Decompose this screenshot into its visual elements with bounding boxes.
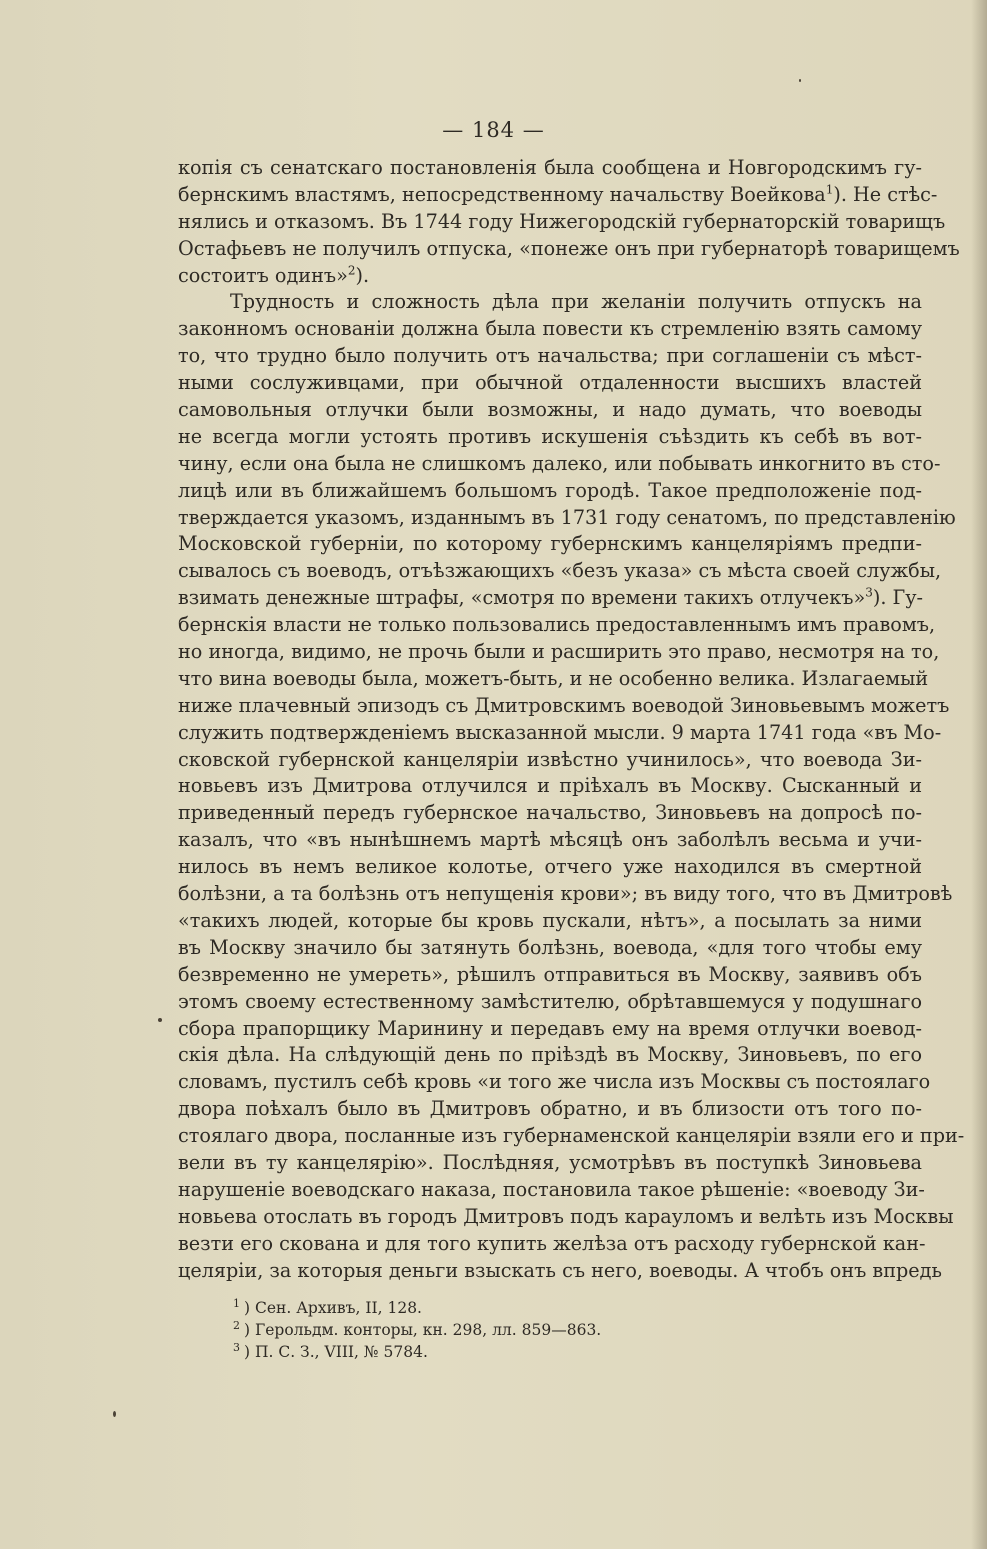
paper-speck (113, 1411, 116, 1417)
text-line: бернскія власти не только пользовались предоставленнымъ имъ правомъ, (178, 613, 936, 637)
paper-speck (799, 79, 801, 82)
text-line: но иногда, видимо, не прочь были и расширить это право, несмотря на то, (178, 640, 940, 664)
text-line: въ Москву значило бы затянуть болѣзнь, воевода, «для того чтобы ему (178, 935, 922, 959)
text-line: Трудность и сложность дѣла при желаніи получить отпускъ на (230, 290, 922, 314)
text-line: нилось въ немъ великое колотье, отчего уже находился въ смертной (178, 855, 922, 879)
text-line: болѣзни, а та болѣзнь отъ непущенія крови»; въ виду того, что въ Дмитровѣ (178, 882, 953, 906)
text-line: ниже плачевный эпизодъ съ Дмитровскимъ воеводой Зиновьевымъ можетъ (178, 693, 950, 717)
text-line: этомъ своему естественному замѣстителю, обрѣтавшемуся у подушнаго (178, 989, 922, 1013)
text-line: законномъ основаніи должна была повести къ стремленію взять самому (178, 317, 922, 341)
footnote: $^2$ ) Герольдм. конторы, кн. 298, лл. 859—863. (233, 1318, 602, 1339)
text-line: бернскимъ властямъ, непосредственному начальству Воейкова$^1$). Не стѣс- (178, 182, 938, 206)
main-text (178, 155, 965, 1284)
footnote-ref: 3 (865, 585, 873, 600)
text-line: сывалось съ воеводъ, отъѣзжающихъ «безъ указа» съ мѣста своей службы, (178, 559, 942, 583)
text-line: взимать денежные штрафы, «смотря по времени такихъ отлучекъ»$^3$). Гу- (178, 585, 924, 610)
text-line: «такихъ людей, которые бы кровь пускали, нѣтъ», а посылать за ними (178, 908, 922, 932)
footnote-ref: 2 (347, 263, 356, 278)
text-line: то, что трудно было получить отъ начальства; при соглашеніи съ мѣст- (178, 344, 922, 368)
text-line: безвременно не умереть», рѣшилъ отправиться въ Москву, заявивъ объ (178, 962, 922, 986)
text-line: тверждается указомъ, изданнымъ въ 1731 году сенатомъ, по представленію (178, 505, 956, 529)
footnote: $^1$ ) Сен. Архивъ, II, 128. (233, 1296, 422, 1317)
text-line: сбора прапорщику Маринину и передавъ ему на время отлучки воевод- (178, 1016, 922, 1040)
text-line: нялись и отказомъ. Въ 1744 году Нижегородскій губернаторскій товарищъ (178, 209, 946, 233)
text-line: не всегда могли устоять противъ искушенія съѣздить къ себѣ въ вот- (178, 424, 922, 448)
text-line: нарушеніе воеводскаго наказа, постановила такое рѣшеніе: «воеводу Зи- (178, 1177, 925, 1201)
text-line: сковской губернской канцеляріи извѣстно учинилось», что воевода Зи- (178, 747, 922, 771)
text-line: новьевъ изъ Дмитрова отлучился и пріѣхалъ въ Москву. Сысканный и (178, 774, 922, 798)
text-line: приведенный передъ губернское начальство, Зиновьевъ на допросѣ по- (178, 801, 922, 825)
text-line: новьева отослать въ городъ Дмитровъ подъ карауломъ и велѣть изъ Москвы (178, 1204, 954, 1228)
text-line: вели въ ту канцелярію». Послѣдняя, усмотрѣвъ въ поступкѣ Зиновьева (178, 1150, 922, 1174)
footnotes (233, 1297, 733, 1363)
text-line: состоитъ одинъ»$^2$). (178, 263, 370, 287)
text-line: везти его скована и для того купить желѣза отъ расходу губернской кан- (178, 1231, 926, 1255)
text-line: что вина воеводы была, можетъ-быть, и не особенно велика. Излагаемый (178, 666, 929, 690)
text-line: словамъ, пустилъ себѣ кровь «и того же числа изъ Москвы съ постоялаго (178, 1070, 931, 1094)
text-line: копія съ сенатскаго постановленія была сообщена и Новгородскимъ гу- (178, 156, 922, 179)
text-line: скія дѣла. На слѣдующій день по пріѣздѣ въ Москву, Зиновьевъ, по его (178, 1043, 922, 1067)
text-line: служить подтвержденіемъ высказанной мысли. 9 марта 1741 года «въ Мо- (178, 720, 942, 744)
text-line: лицѣ или въ ближайшемъ большомъ городѣ. Такое предположеніе под- (178, 478, 922, 502)
text-line: самовольныя отлучки были возможны, и надо думать, что воеводы (178, 398, 922, 422)
text-line: казалъ, что «въ нынѣшнемъ мартѣ мѣсяцѣ онъ заболѣлъ весьма и учи- (178, 828, 922, 852)
text-line: стоялаго двора, посланные изъ губернаменской канцеляріи взяли его и при- (178, 1124, 965, 1148)
text-line: Остафьевъ не получилъ отпуска, «понеже онъ при губернаторѣ товарищемъ (178, 236, 960, 260)
page-edge-shadow (971, 0, 987, 1549)
text-line: ными сослуживцами, при обычной отдаленности высшихъ властей (178, 371, 922, 395)
text-line: двора поѣхалъ было въ Дмитровъ обратно, и въ близости отъ того по- (178, 1097, 922, 1121)
footnote: $^3$ ) П. С. З., VIII, № 5784. (233, 1340, 428, 1361)
text-line: чину, если она была не слишкомъ далеко, или побывать инкогнито въ сто- (178, 451, 941, 475)
footnote-ref: 1 (825, 182, 834, 197)
page-number: — 184 — (442, 118, 545, 142)
text-line: целяріи, за которыя деньги взыскать съ него, воеводы. А чтобъ онъ впредь (178, 1258, 942, 1282)
paper-speck (158, 1018, 162, 1022)
text-line: Московской губерніи, по которому губернскимъ канцеляріямъ предпи- (178, 532, 922, 556)
